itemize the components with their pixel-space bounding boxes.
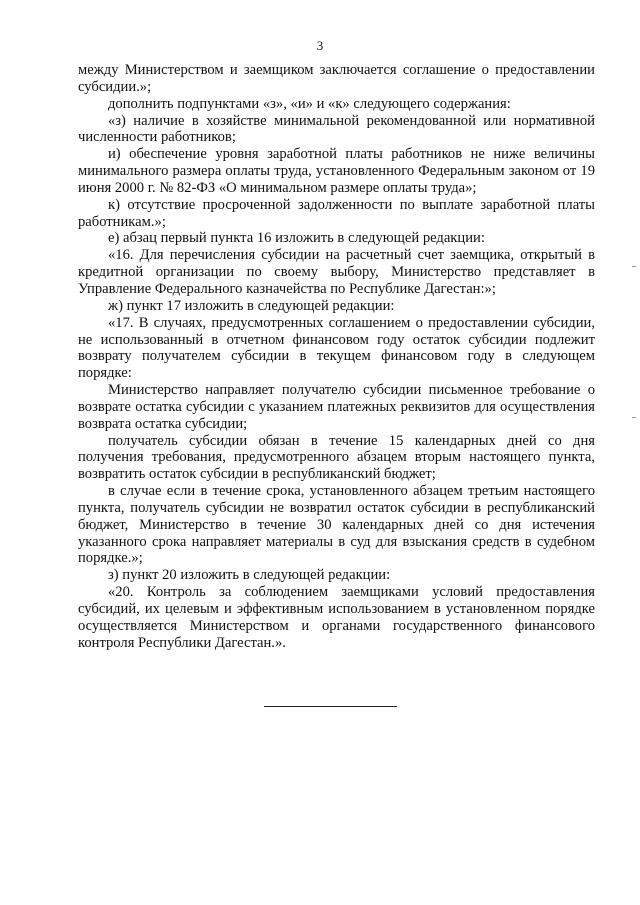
paragraph-subitem-i: и) обеспечение уровня заработной платы работников не ниже величины минимального размера оплаты труда, установленного Федеральным законом от 19 июня 2000 г. № 82-ФЗ «О минимальном размере оплаты труда»;: [78, 146, 595, 196]
paragraph-point-20: «20. Контроль за соблюдением заемщиками условий предоставления субсидий, их целевым и эффективным использованием в установленном порядке осуществляется Министерством и органами государственного финансового контроля Республики Дагестан.».: [78, 584, 595, 651]
paragraph-point-16: «16. Для перечисления субсидии на расчетный счет заемщика, открытый в кредитной организации по своему выбору, Министерство представляет в Управление Федерального казначейства по Республике Дагестан:»;: [78, 247, 595, 297]
paragraph-continuation: между Министерством и заемщиком заключается соглашение о предоставлении субсидии.»;: [78, 62, 595, 95]
scan-edge-mark: [632, 417, 636, 418]
paragraph-point-17-recipient: получатель субсидии обязан в течение 15 календарных дней со дня получения требования, предусмотренного абзацем вторым настоящего пункта, возвратить остаток субсидии в республиканский бюджет;: [78, 432, 595, 483]
paragraph-point-17-court: в случае если в течение срока, установленного абзацем третьим настоящего пункта, получатель субсидии не возвратил остаток субсидии в республиканский бюджет, Министерство в течение 30 календарных дней со дня истечения указанного срока направляет материалы в суд для взыскания средств в судебном порядке.»;: [78, 483, 595, 567]
paragraph-subitem-k: к) отсутствие просроченной задолженности по выплате заработной платы работникам.»;: [78, 196, 595, 230]
paragraph-subitem-z: «з) наличие в хозяйстве минимальной рекомендованной или нормативной численности работников;: [78, 112, 595, 146]
paragraph-amendment-subitems: дополнить подпунктами «з», «и» и «к» следующего содержания:: [108, 95, 511, 112]
document-body: [78, 62, 595, 652]
paragraph-point-17: «17. В случаях, предусмотренных соглашением о предоставлении субсидии, не использованный в отчетном финансовом году остаток субсидии подлежит возврату получателем субсидии в текущем финансовом году в следующем порядке:: [78, 314, 595, 382]
paragraph-amendment-zh: ж) пункт 17 изложить в следующей редакции:: [108, 297, 395, 314]
paragraph-amendment-e: е) абзац первый пункта 16 изложить в следующей редакции:: [108, 230, 485, 247]
paragraph-amendment-z: з) пункт 20 изложить в следующей редакции:: [108, 567, 391, 584]
page-number: 3: [316, 38, 324, 53]
paragraph-point-17-ministry: Министерство направляет получателю субсидии письменное требование о возврате остатка субсидии с указанием платежных реквизитов для осуществления возврата остатка субсидии;: [78, 382, 595, 432]
scan-edge-mark: [632, 266, 636, 267]
closing-divider-line: [264, 706, 397, 707]
